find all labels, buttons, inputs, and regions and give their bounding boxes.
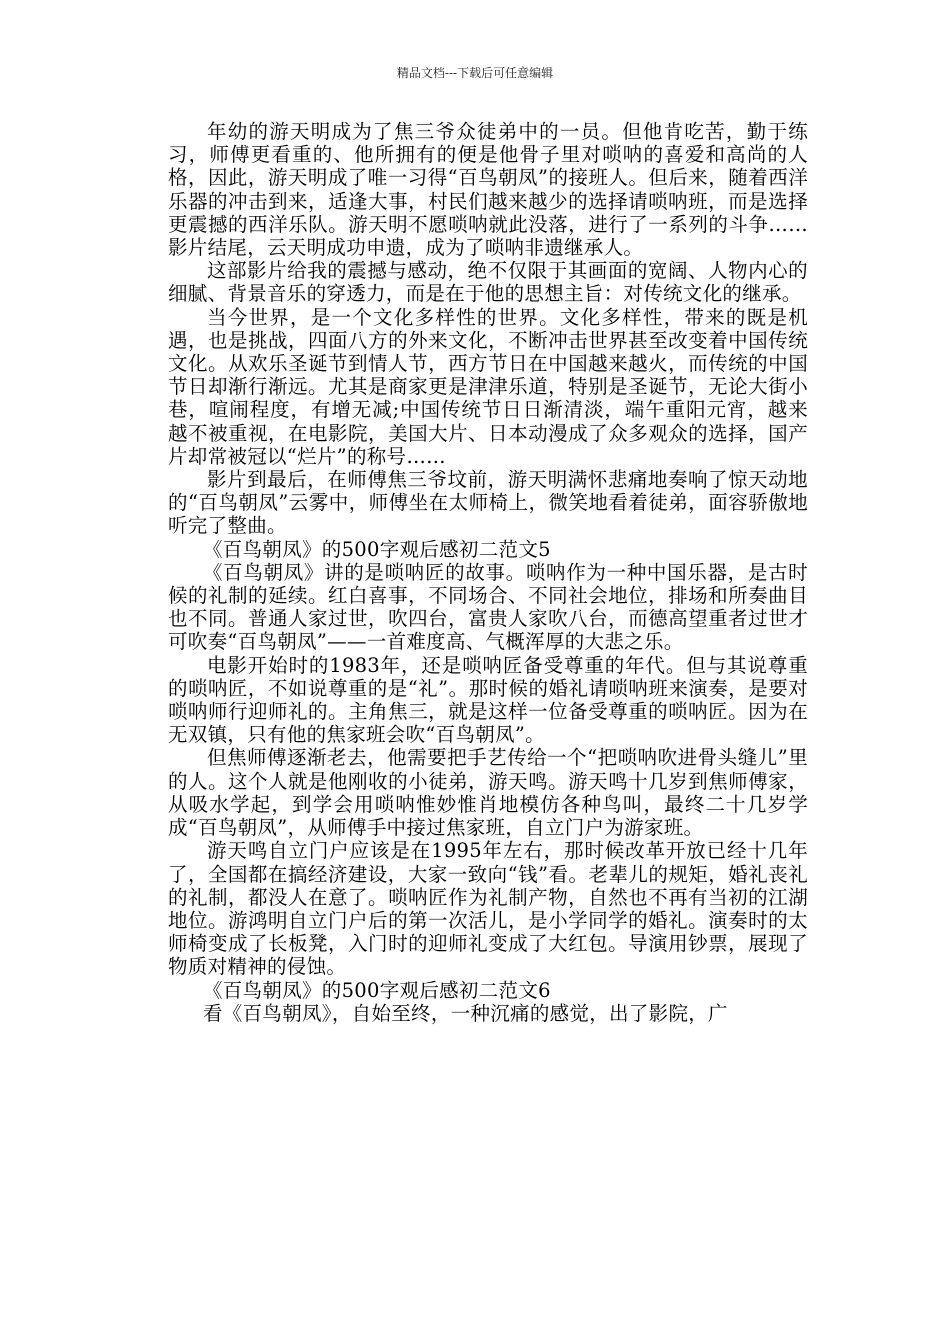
document-body bbox=[168, 120, 808, 1025]
paragraph: 当今世界，是一个文化多样性的世界。文化多样性，带来的既是机遇，也是挑战，四面八方的外来文化，不断冲击世界甚至改变着中国传统文化。从欢乐圣诞节到情人节，西方节日在中国越来越火，而传统的中国节日却渐行渐远。尤其是商家更是津津乐道，特别是圣诞节，无论大街小巷，喧闹程度，有增无减;中国传统节日日渐清淡，端午重阳元宵，越来越不被重视，在电影院，美国大片、日本动漫成了众多观众的选择，国产片却常被冠以“烂片”的称号…… bbox=[168, 305, 808, 468]
paragraph: 游天鸣自立门户应该是在1995年左右，那时候改革开放已经十几年了，全国都在搞经济建设，大家一致向“钱”看。老辈儿的规矩，婚礼丧礼的礼制，都没人在意了。唢呐匠作为礼制产物，自然也不再有当初的江湖地位。游鸿明自立门户后的第一次活儿，是小学同学的婚礼。演奏时的太师椅变成了长板凳，入门时的迎师礼变成了大红包。导演用钞票，展现了物质对精神的侵蚀。 bbox=[168, 839, 808, 979]
page-header: 精品文档---下载后可任意编辑 bbox=[396, 66, 554, 80]
paragraph: 《百鸟朝凤》讲的是唢呐匠的故事。唢呐作为一种中国乐器，是古时候的礼制的延续。红白喜事，不同场合、不同社会地位，排场和所奏曲目也不同。普通人家过世，吹四台，富贵人家吹八台，而德高望重者过世才可吹奏“百鸟朝凤”——一首难度高、气概浑厚的大悲之乐。 bbox=[168, 560, 808, 654]
section-heading: 《百鸟朝凤》的500字观后感初二范文5 bbox=[203, 537, 551, 561]
paragraph: 这部影片给我的震撼与感动，绝不仅限于其画面的宽阔、人物内心的细腻、背景音乐的穿透力，而是在于他的思想主旨：对传统文化的继承。 bbox=[168, 259, 808, 306]
paragraph: 年幼的游天明成为了焦三爷众徒弟中的一员。但他肯吃苦，勤于练习，师傅更看重的、他所拥有的便是他骨子里对唢呐的喜爱和高尚的人格，因此，游天明成了唯一习得“百鸟朝凤”的接班人。但后来，随着西洋乐器的冲击到来，适逢大事，村民们越来越少的选择请唢呐班，而是选择更震撼的西洋乐队。游天明不愿唢呐就此没落，进行了一系列的斗争……影片结尾，云天明成功申遗，成为了唢呐非遗继承人。 bbox=[168, 120, 808, 260]
paragraph: 但焦师傅逐渐老去，他需要把手艺传给一个“把唢呐吹进骨头缝儿”里的人。这个人就是他刚收的小徒弟，游天鸣。游天鸣十几岁到焦师傅家，从吸水学起，到学会用唢呐惟妙惟肖地模仿各种鸟叫，最终二十几岁学成“百鸟朝凤”，从师傅手中接过焦家班，自立门户为游家班。 bbox=[168, 746, 808, 840]
paragraph: 看《百鸟朝凤》，自始至终，一种沉痛的感觉，出了影院，广 bbox=[203, 1001, 728, 1025]
paragraph: 电影开始时的1983年，还是唢呐匠备受尊重的年代。但与其说尊重的唢呐匠，不如说尊重的是“礼”。那时候的婚礼请唢呐班来演奏，是要对唢呐师行迎师礼的。主角焦三，就是这样一位备受尊重的唢呐匠。因为在无双镇，只有他的焦家班会吹“百鸟朝凤”。 bbox=[168, 653, 808, 747]
paragraph: 影片到最后，在师傅焦三爷坟前，游天明满怀悲痛地奏响了惊天动地的“百鸟朝凤”云雾中，师傅坐在太师椅上，微笑地看着徒弟，面容骄傲地听完了整曲。 bbox=[168, 468, 808, 538]
section-heading: 《百鸟朝凤》的500字观后感初二范文6 bbox=[203, 978, 551, 1002]
